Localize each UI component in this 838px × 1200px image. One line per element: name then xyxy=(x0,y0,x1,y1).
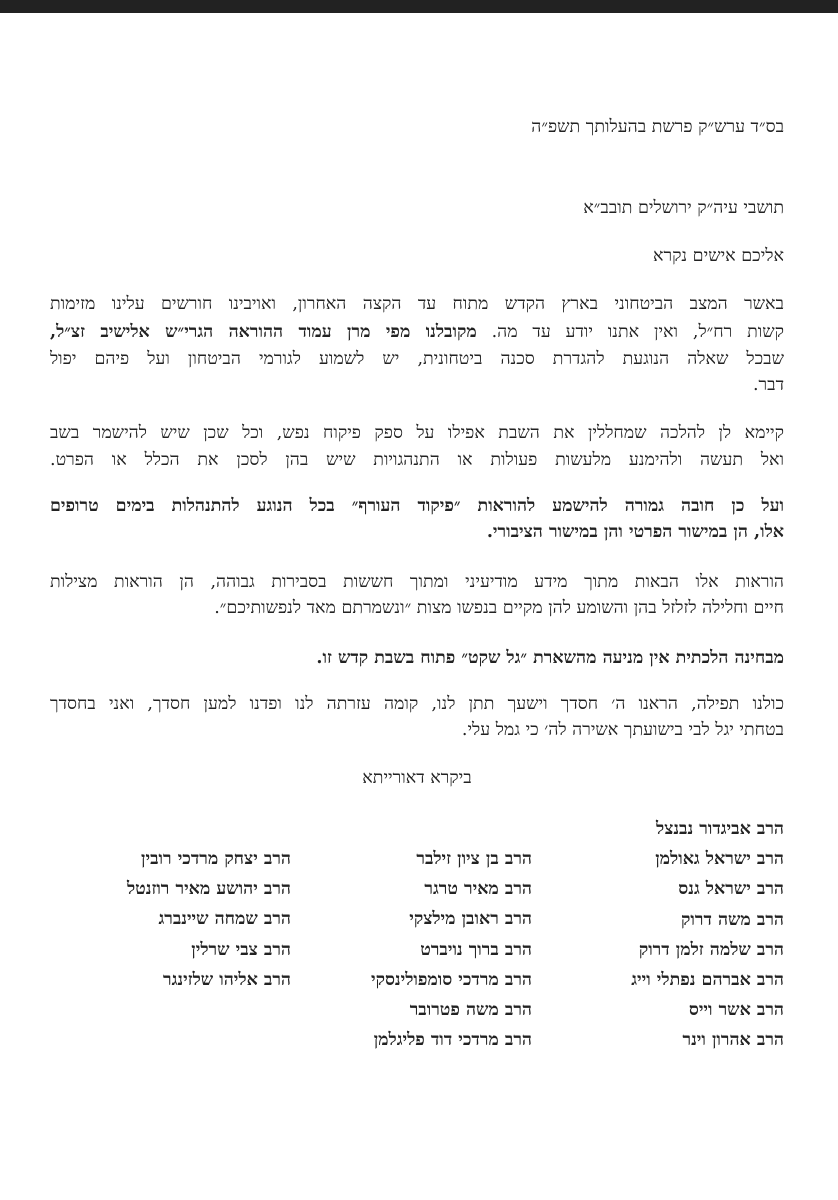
paragraph-1-line-1: באשר המצב הביטחוני בארץ הקדש מתוח עד הקצה האחרון, ואויבינו חורשים עלינו מזימות xyxy=(50,294,784,314)
paragraph-1-line-3: שבכל שאלה הנוגעת להגדרת סכנה ביטחונית, יש לשמוע לגורמי הביטחון ועל פיהם יפול xyxy=(50,349,784,369)
date-line: בס״ד ערש״ק פרשת בהעלותך תשפ״ה xyxy=(531,117,784,137)
paragraph-4-line-2: חיים וחלילה לזלזל בהן והשומע להן מקיים בנפשו מצות ״ונשמרתם מאד לנפשותיכם״. xyxy=(214,598,784,618)
paragraph-1-line-2-text: קשות רח״ל, ואין אתנו יודע עד מה. xyxy=(491,322,784,342)
signatory: הרב אביגדור נבנצל xyxy=(656,819,784,839)
signatory: הרב משה דרוק xyxy=(681,909,784,930)
paragraph-1-emphasis: מקובלנו מפי מרן עמוד ההוראה הגרי״ש אלישיב זצ״ל, xyxy=(50,322,477,342)
signatory: הרב ברוך נויברט xyxy=(420,939,532,960)
signatory: הרב מרדכי דוד פליגלמן xyxy=(373,1030,532,1051)
signatories-right-column xyxy=(631,814,784,1056)
paragraph-3-line-1: ועל כן חובה גמורה להישמע להוראות ״פיקוד העורף״ בכל הנוגע להתנהלות בימים טרופים xyxy=(50,496,784,516)
paragraph-6-line-2: בטחתי יגל לבי בישועתך אשירה לה׳ כי גמל עלי. xyxy=(461,720,784,740)
addressees: תושבי עיה״ק ירושלים תובב״א xyxy=(583,198,784,218)
signatory: הרב צבי שרלין xyxy=(191,939,291,960)
top-bar xyxy=(0,0,838,13)
signatories-left-column xyxy=(127,844,291,995)
paragraph-2-line-1: קיימא לן להלכה שמחללין את השבת אפילו על ספק פיקוח נפש, וכל שכן שיש להישמר בשב xyxy=(50,423,784,443)
paragraph-4-line-1: הוראות אלו הבאות מתוך מידע מודיעיני ומתוך חששות בסבירות גבוהה, הן הוראות מצילות xyxy=(50,572,784,592)
signatory: הרב ראובן מילצקי xyxy=(409,909,532,930)
signatory: הרב שמחה שיינברג xyxy=(158,909,291,930)
paragraph-3-line-2: אלו, הן במישור הפרטי והן במישור הציבורי. xyxy=(486,522,784,542)
paragraph-1-line-2 xyxy=(50,320,784,344)
signatory: הרב יהושע מאיר רוזנטל xyxy=(127,879,291,900)
signatory: הרב אשר וייס xyxy=(688,1000,784,1021)
paragraph-2-line-2: ואל תעשה ולהימנע מלעשות פעולות או התנהגויות שיש בהן לסכן את הכלל או הפרט. xyxy=(50,450,784,470)
paragraph-6-line-1: כולנו תפילה, הראנו ה׳ חסדך וישעך תתן לנו, קומה עזרתה לנו ופדנו למען חסדך, ואני בחסדך xyxy=(50,694,784,714)
signatory: הרב אליהו שלזינגר xyxy=(163,969,291,990)
paragraph-1-line-4: דבר. xyxy=(752,375,784,395)
closing: ביקרא דאורייתא xyxy=(362,768,472,788)
signatory: הרב בן ציון זילבר xyxy=(416,849,532,869)
salutation: אליכם אישים נקרא xyxy=(652,246,784,266)
signatory: הרב אהרון וינר xyxy=(682,1030,784,1051)
signatories-middle-column xyxy=(371,844,532,1055)
signatory: הרב מרדכי סומפולינסקי xyxy=(371,969,532,990)
signatory: הרב אברהם נפתלי וייג xyxy=(631,969,784,990)
signatory: הרב שלמה זלמן דרוק xyxy=(638,939,784,960)
signatory: הרב ישראל גנס xyxy=(678,879,784,900)
signatory: הרב משה פטרובר xyxy=(409,999,532,1020)
signatory: הרב מאיר טרגר xyxy=(424,879,532,900)
signatory: הרב ישראל גאולמן xyxy=(655,849,784,870)
signatory: הרב יצחק מרדכי רובין xyxy=(141,849,291,869)
paragraph-5: מבחינה הלכתית אין מניעה מהשארת ״גל שקט״ פתוח בשבת קדש זו. xyxy=(316,648,784,668)
